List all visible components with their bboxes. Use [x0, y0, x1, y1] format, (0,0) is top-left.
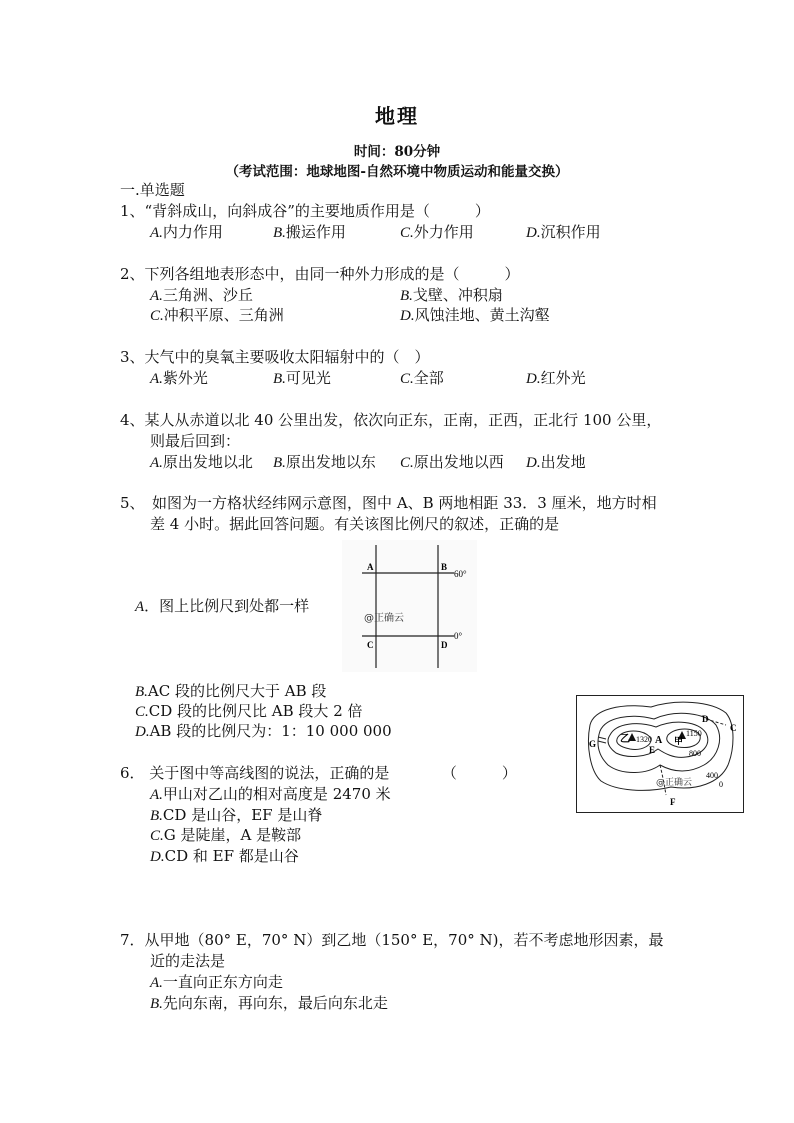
q3-option-a[interactable]: A.紫外光 — [150, 369, 208, 387]
question-3-stem: 3、大气中的臭氧主要吸收太阳辐射中的（ ） — [120, 348, 430, 366]
question-5-stem-line-1: 5、 如图为一方格状经纬网示意图，图中 A、B 两地相距 33．3 厘米，地方时相 — [120, 494, 657, 512]
point-g: G — [589, 739, 597, 749]
question-4-stem-line-2: 则最后回到： — [150, 432, 241, 450]
grid-label-a: A — [367, 562, 374, 572]
grid-label-d: D — [441, 640, 448, 650]
q5-option-b[interactable]: B.AC 段的比例尺大于 AB 段 — [135, 682, 327, 700]
point-d: D — [702, 714, 709, 724]
q2-option-d[interactable]: D.风蚀洼地、黄土沟壑 — [400, 306, 550, 324]
q3-option-d[interactable]: D.红外光 — [526, 369, 586, 387]
q5-option-a[interactable]: A．图上比例尺到处都一样 — [135, 597, 310, 615]
q4-option-a[interactable]: A.原出发地以北 — [150, 453, 253, 471]
point-c: C — [730, 723, 737, 733]
q3-option-b[interactable]: B.可见光 — [273, 369, 331, 387]
exam-scope: （考试范围：地球地图-自然环境中物质运动和能量交换） — [225, 164, 569, 180]
q2-option-a[interactable]: A.三角洲、沙丘 — [150, 286, 253, 304]
contour-map-figure — [576, 695, 744, 813]
question-6-stem: 6． 关于图中等高线图的说法，正确的是 （ ） — [120, 764, 517, 782]
question-4-stem-line-1: 4、某人从赤道以北 40 公里出发，依次向正东，正南，正西，正北行 100 公里， — [120, 411, 662, 429]
q3-option-c[interactable]: C.全部 — [400, 369, 444, 387]
q1-option-a[interactable]: A.内力作用 — [150, 223, 223, 241]
contour-800-label: 800 — [689, 749, 701, 758]
q5-option-d[interactable]: D.AB 段的比例尺为：1：10 000 000 — [135, 722, 392, 740]
q6-option-b[interactable]: B.CD 是山谷，EF 是山脊 — [150, 806, 323, 824]
question-7-stem-line-2: 近的走法是 — [150, 952, 226, 970]
q2-option-b[interactable]: B.戈壁、冲积扇 — [400, 286, 503, 304]
peak-jia-label: 甲 — [674, 736, 684, 746]
peak-yi-height: 1320 — [636, 735, 652, 744]
exam-time: 时间：80分钟 — [353, 144, 441, 160]
q5-option-c[interactable]: C.CD 段的比例尺比 AB 段大 2 倍 — [135, 702, 363, 720]
q1-option-c[interactable]: C.外力作用 — [400, 223, 474, 241]
section-heading: 一.单选题 — [120, 181, 185, 199]
question-7-stem-line-1: 7．从甲地（80° E，70° N）到乙地（150° E，70° N)，若不考虑地形因素，最 — [120, 931, 664, 949]
q7-option-b[interactable]: B.先向东南，再向东，最后向东北走 — [150, 994, 388, 1012]
lat-60-label: 60° — [454, 569, 467, 579]
grid-watermark: @正确云 — [364, 613, 404, 624]
contour-400-label: 400 — [706, 771, 718, 780]
q1-option-d[interactable]: D.沉积作用 — [526, 223, 601, 241]
page-title: 地理 — [375, 104, 419, 128]
q6-option-a[interactable]: A.甲山对乙山的相对高度是 2470 米 — [150, 785, 391, 803]
peak-jia-height: 1150 — [686, 729, 702, 738]
question-1-stem: 1、“背斜成山，向斜成谷”的主要地质作用是（ ） — [120, 202, 490, 220]
grid-figure-bg — [342, 540, 477, 672]
q2-option-c[interactable]: C.冲积平原、三角洲 — [150, 306, 284, 324]
contour-watermark: @正确云 — [656, 778, 693, 788]
point-e: E — [649, 745, 656, 755]
contour-frame — [577, 696, 744, 813]
point-f: F — [670, 797, 676, 807]
question-2-stem: 2、下列各组地表形态中，由同一种外力形成的是（ ） — [120, 265, 520, 283]
q4-option-c[interactable]: C.原出发地以西 — [400, 453, 504, 471]
lat-0-label: 0° — [454, 631, 463, 641]
q6-option-d[interactable]: D.CD 和 EF 都是山谷 — [150, 847, 299, 865]
q6-option-c[interactable]: C.G 是陡崖，A 是鞍部 — [150, 826, 302, 844]
q4-option-b[interactable]: B.原出发地以东 — [273, 453, 376, 471]
grid-label-c: C — [367, 640, 374, 650]
question-5-stem-line-2: 差 4 小时。据此回答问题。有关该图比例尺的叙述，正确的是 — [150, 515, 560, 533]
contour-0-label: 0 — [719, 780, 723, 789]
q7-option-a[interactable]: A.一直向正东方向走 — [150, 973, 283, 991]
peak-yi-label: 乙 — [620, 734, 630, 745]
grid-label-b: B — [441, 562, 448, 572]
saddle-label-a: A — [655, 735, 663, 746]
q1-option-b[interactable]: B.搬运作用 — [273, 223, 346, 241]
lat-long-grid-figure — [342, 540, 477, 672]
q4-option-d[interactable]: D.出发地 — [526, 453, 586, 471]
